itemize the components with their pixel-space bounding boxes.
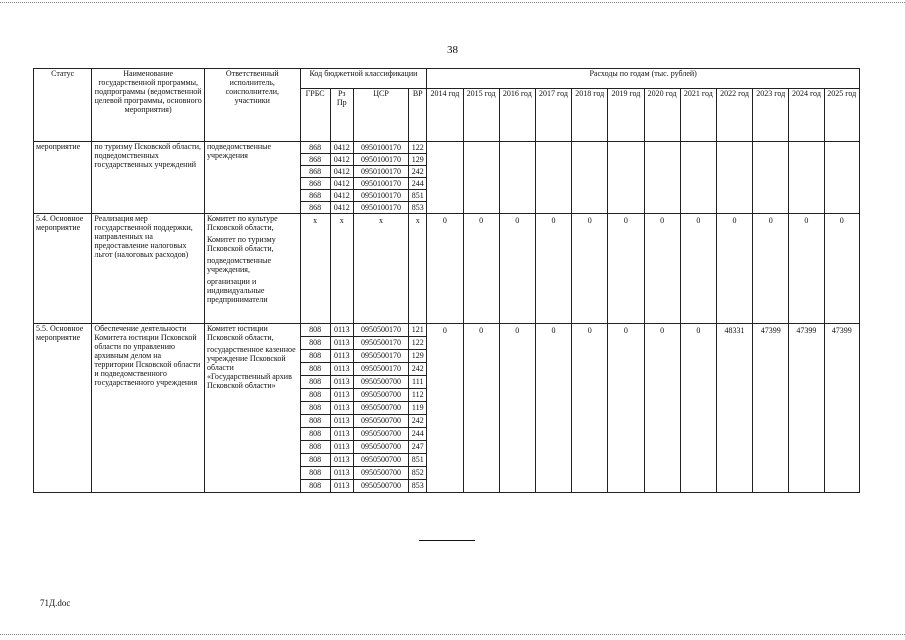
code-rzpr: 0113 bbox=[331, 415, 353, 428]
value-cell: 0 bbox=[572, 324, 608, 493]
value-cell: 0 bbox=[716, 214, 752, 324]
value-cell: 0 bbox=[753, 214, 789, 324]
row-responsible: подведомственные учреждения bbox=[205, 142, 301, 214]
code-rzpr: 0113 bbox=[331, 376, 353, 389]
code-grbs: 808 bbox=[301, 454, 330, 467]
header-code-group: Код бюджетной классификации bbox=[300, 69, 427, 89]
row-vr-list bbox=[409, 142, 427, 214]
code-csr: 0950500170 bbox=[354, 363, 408, 376]
value-cell: 0 bbox=[824, 214, 859, 324]
value-cell: 0 bbox=[644, 324, 680, 493]
header-year: 2020 год bbox=[644, 89, 680, 142]
value-cell: 0 bbox=[680, 214, 716, 324]
code-csr: 0950500170 bbox=[354, 324, 408, 337]
code-vr: 121 bbox=[409, 324, 426, 337]
code-rzpr: х bbox=[330, 214, 353, 324]
value-cell bbox=[824, 142, 859, 214]
code-vr: 112 bbox=[409, 389, 426, 402]
code-rzpr: 0113 bbox=[331, 363, 353, 376]
code-vr: х bbox=[409, 214, 427, 324]
code-vr: 111 bbox=[409, 376, 426, 389]
header-rzpr: Рз Пр bbox=[330, 89, 353, 142]
code-csr: 0950100170 bbox=[354, 178, 408, 190]
row-status: 5.5. Основное мероприятие bbox=[34, 324, 92, 493]
code-vr: 129 bbox=[409, 350, 426, 363]
value-cell: 0 bbox=[463, 324, 499, 493]
code-vr: 853 bbox=[411, 203, 424, 212]
value-cell bbox=[463, 142, 499, 214]
budget-table bbox=[33, 68, 860, 493]
value-cell bbox=[789, 142, 824, 214]
code-vr: 242 bbox=[409, 363, 426, 376]
code-grbs: 808 bbox=[301, 350, 330, 363]
value-cell bbox=[753, 142, 789, 214]
code-grbs: 868 bbox=[301, 190, 330, 202]
value-cell bbox=[572, 142, 608, 214]
code-csr: 0950100170 bbox=[354, 154, 408, 166]
code-rzpr: 0412 bbox=[331, 142, 353, 154]
row-grbs-list bbox=[300, 142, 330, 214]
responsible-item: Комитет юстиции Псковской области, bbox=[207, 324, 274, 342]
code-grbs: 808 bbox=[309, 481, 322, 490]
code-rzpr: 0113 bbox=[333, 481, 350, 490]
code-grbs: 868 bbox=[301, 154, 330, 166]
header-grbs: ГРБС bbox=[300, 89, 330, 142]
code-grbs: 808 bbox=[301, 324, 330, 337]
code-grbs: 808 bbox=[301, 337, 330, 350]
code-csr: 0950100170 bbox=[361, 203, 402, 212]
value-cell: 0 bbox=[680, 324, 716, 493]
value-cell: 47399 bbox=[789, 324, 824, 493]
code-csr: 0950500700 bbox=[354, 376, 408, 389]
header-year: 2021 год bbox=[680, 89, 716, 142]
value-cell: 0 bbox=[499, 324, 535, 493]
code-csr: 0950500700 bbox=[354, 467, 408, 480]
responsible-item: организации и индивидуальные предприниматели bbox=[207, 277, 268, 304]
row-responsible bbox=[205, 214, 301, 324]
header-name: Наименование государственной программы, подпрограммы (ведомственной целевой программы, основного мероприятия) bbox=[92, 69, 205, 142]
header-year: 2019 год bbox=[608, 89, 644, 142]
code-csr: 0950100170 bbox=[354, 166, 408, 178]
header-year: 2023 год bbox=[753, 89, 789, 142]
table-row bbox=[34, 142, 860, 214]
responsible-item: Комитет по туризму Псковской области, bbox=[207, 235, 276, 253]
code-rzpr: 0113 bbox=[331, 441, 353, 454]
code-csr: 0950100170 bbox=[354, 142, 408, 154]
value-cell: 0 bbox=[789, 214, 824, 324]
code-vr: 122 bbox=[409, 142, 426, 154]
row-status: мероприятие bbox=[34, 142, 92, 214]
code-grbs: 868 bbox=[301, 142, 330, 154]
row-vr-list bbox=[409, 324, 427, 493]
row-name: Реализация мер государственной поддержки, направленных на предоставление налоговых льгот (налоговых расходов) bbox=[92, 214, 205, 324]
header-row-1 bbox=[34, 69, 860, 89]
code-grbs: 868 bbox=[309, 203, 322, 212]
value-cell bbox=[427, 142, 463, 214]
header-year: 2015 год bbox=[463, 89, 499, 142]
code-rzpr: 0113 bbox=[331, 337, 353, 350]
code-vr: 851 bbox=[409, 190, 426, 202]
code-vr: 851 bbox=[409, 454, 426, 467]
code-rzpr: 0412 bbox=[331, 178, 353, 190]
code-vr: 119 bbox=[409, 402, 426, 415]
code-csr: 0950500700 bbox=[354, 389, 408, 402]
row-responsible bbox=[205, 324, 301, 493]
code-csr: 0950500700 bbox=[354, 441, 408, 454]
code-csr: 0950500700 bbox=[354, 454, 408, 467]
code-vr: 242 bbox=[409, 166, 426, 178]
code-vr: 244 bbox=[409, 178, 426, 190]
page-number: 38 bbox=[447, 44, 458, 56]
header-year: 2018 год bbox=[572, 89, 608, 142]
row-rzpr-list bbox=[330, 324, 353, 493]
code-grbs: 808 bbox=[301, 376, 330, 389]
code-vr: 244 bbox=[409, 428, 426, 441]
code-grbs: х bbox=[300, 214, 330, 324]
value-cell: 0 bbox=[608, 324, 644, 493]
row-status: 5.4. Основное мероприятие bbox=[34, 214, 92, 324]
code-grbs: 808 bbox=[301, 428, 330, 441]
code-vr: 247 bbox=[409, 441, 426, 454]
value-cell bbox=[499, 142, 535, 214]
value-cell: 0 bbox=[572, 214, 608, 324]
scan-edge-bottom bbox=[0, 634, 905, 635]
header-vr: ВР bbox=[409, 89, 427, 142]
value-cell bbox=[680, 142, 716, 214]
code-vr: 242 bbox=[409, 415, 426, 428]
table-row bbox=[34, 324, 860, 493]
code-grbs: 868 bbox=[301, 166, 330, 178]
code-vr: 122 bbox=[409, 337, 426, 350]
value-cell: 0 bbox=[535, 324, 571, 493]
row-csr-list bbox=[353, 324, 408, 493]
code-csr: 0950500700 bbox=[354, 402, 408, 415]
code-rzpr: 0113 bbox=[331, 350, 353, 363]
value-cell: 0 bbox=[427, 324, 463, 493]
scan-edge-top bbox=[0, 2, 905, 3]
code-grbs: 868 bbox=[301, 178, 330, 190]
header-csr: ЦСР bbox=[353, 89, 408, 142]
header-year: 2017 год bbox=[535, 89, 571, 142]
value-cell bbox=[608, 142, 644, 214]
value-cell: 0 bbox=[499, 214, 535, 324]
code-grbs: 808 bbox=[301, 389, 330, 402]
code-csr: 0950500700 bbox=[361, 481, 402, 490]
header-year: 2022 год bbox=[716, 89, 752, 142]
code-grbs: 808 bbox=[301, 363, 330, 376]
value-cell: 0 bbox=[463, 214, 499, 324]
row-name: Обеспечение деятельности Комитета юстиции Псковской области по управлению архивным делом на территории Псковской области и подведомственного государственного учреждения bbox=[92, 324, 205, 493]
code-rzpr: 0412 bbox=[331, 154, 353, 166]
code-vr: 852 bbox=[409, 467, 426, 480]
code-rzpr: 0113 bbox=[331, 389, 353, 402]
code-rzpr: 0113 bbox=[331, 402, 353, 415]
footer-divider bbox=[419, 540, 475, 541]
header-year: 2016 год bbox=[499, 89, 535, 142]
header-expenses-group: Расходы по годам (тыс. рублей) bbox=[427, 69, 860, 89]
code-csr: 0950500170 bbox=[354, 337, 408, 350]
value-cell: 0 bbox=[427, 214, 463, 324]
code-csr: х bbox=[353, 214, 408, 324]
code-grbs: 808 bbox=[301, 441, 330, 454]
row-name: по туризму Псковской области, подведомственных государственных учреждений bbox=[92, 142, 205, 214]
table-row bbox=[34, 214, 860, 324]
code-csr: 0950500170 bbox=[354, 350, 408, 363]
header-responsible: Ответственный исполнитель, соисполнители, участники bbox=[205, 69, 301, 142]
header-year: 2014 год bbox=[427, 89, 463, 142]
code-vr: 129 bbox=[409, 154, 426, 166]
value-cell: 47399 bbox=[824, 324, 859, 493]
value-cell: 0 bbox=[608, 214, 644, 324]
responsible-item: Комитет по культуре Псковской области, bbox=[207, 214, 278, 232]
code-csr: 0950100170 bbox=[354, 190, 408, 202]
code-csr: 0950500700 bbox=[354, 428, 408, 441]
footer-filename: 71Д.doc bbox=[40, 598, 71, 608]
code-grbs: 808 bbox=[301, 402, 330, 415]
code-rzpr: 0113 bbox=[331, 324, 353, 337]
row-csr-list bbox=[353, 142, 408, 214]
code-vr: 853 bbox=[411, 481, 424, 490]
code-rzpr: 0412 bbox=[333, 203, 350, 212]
responsible-item: государственное казенное учреждение Псковской области «Государственный архив Псковской области» bbox=[207, 345, 296, 390]
value-cell bbox=[716, 142, 752, 214]
value-cell: 0 bbox=[644, 214, 680, 324]
code-csr: 0950500700 bbox=[354, 415, 408, 428]
header-status: Статус bbox=[34, 69, 92, 142]
value-cell: 47399 bbox=[753, 324, 789, 493]
header-year: 2024 год bbox=[789, 89, 824, 142]
row-rzpr-list bbox=[330, 142, 353, 214]
responsible-item: подведомственные учреждения, bbox=[207, 256, 272, 274]
code-grbs: 808 bbox=[301, 467, 330, 480]
code-grbs: 808 bbox=[301, 415, 330, 428]
code-rzpr: 0412 bbox=[331, 166, 353, 178]
header-year: 2025 год bbox=[824, 89, 859, 142]
code-rzpr: 0113 bbox=[331, 467, 353, 480]
code-rzpr: 0412 bbox=[331, 190, 353, 202]
value-cell: 48331 bbox=[716, 324, 752, 493]
code-rzpr: 0113 bbox=[331, 428, 353, 441]
value-cell bbox=[644, 142, 680, 214]
value-cell bbox=[535, 142, 571, 214]
row-grbs-list bbox=[300, 324, 330, 493]
value-cell: 0 bbox=[535, 214, 571, 324]
code-rzpr: 0113 bbox=[331, 454, 353, 467]
